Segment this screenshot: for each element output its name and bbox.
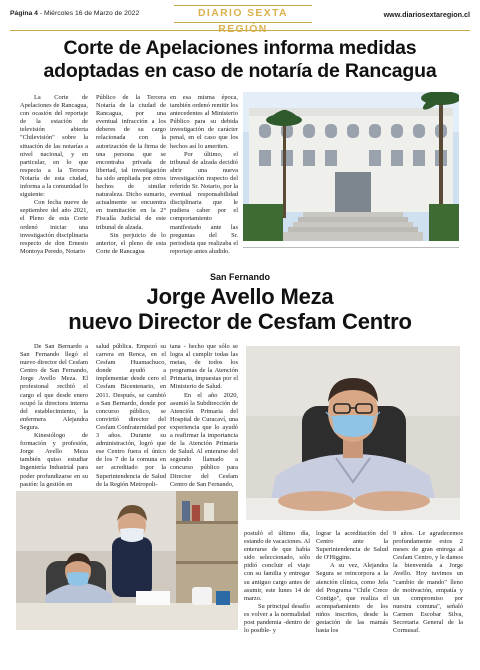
jorge-avello-photo xyxy=(246,346,460,520)
article2-column-2 xyxy=(96,343,166,489)
court-building-photo xyxy=(243,92,459,241)
article2-title-line1: Jorge Avello Meza xyxy=(146,284,334,309)
article2-column-1 xyxy=(20,343,88,489)
paragraph: A su vez, Alejandra Segura se reincorpora a la atención clínica, como Jefa del Programa "Chile Crece Contigo", que realiza el acompañamiento de los niños inscritos, desde la gestación de las mamás hasta los xyxy=(316,562,388,635)
paragraph: lograr la acreditación del Centro ante la Superintendencia de Salud de O'Higgins. xyxy=(316,530,388,562)
article1-headline xyxy=(10,37,470,83)
website-url: www.diariosextaregion.cl xyxy=(383,10,470,19)
article1-column-1 xyxy=(20,94,88,256)
paragraph: postuló el último día, estando de vacaciones. Al enterarse de que había sido seleccionado, sólo pidió concluir el viaje con su familia y entregar su antiguo cargo antes de asumir, este lunes 14 de marzo. xyxy=(244,530,311,602)
paragraph: Por último, el tribunal de alzada decidió abrir una nueva investigación respecto del referido Sr. Notario, por la eventual responsabilidad disciplinaria que le pudiera caber por el comportamiento manifestado ante las preguntas del Sr. periodista que realizaba el reportaje antes aludido. xyxy=(170,150,238,255)
article1-title-line1: Corte de Apelaciones informa medidas xyxy=(63,37,417,59)
paragraph: Su principal desafío es volver a la normalidad post pandemia -dentro de lo posible- y xyxy=(244,602,310,635)
article2-title-line2: nuevo Director de Cesfam Centro xyxy=(68,309,412,334)
article1-column-2 xyxy=(96,94,166,256)
article2-headline xyxy=(10,284,470,334)
paragraph: En el año 2020, asumió la Subdirección de Atención Primaria del Hospital de Curacaví, una experiencia que lo ayudó a reafirmar la importancia de la Atención Primaria de Salud. Al enterarse del segundo llamado a concurso público para Director del Cesfam Centro de San Fernando, xyxy=(170,391,238,488)
section-divider xyxy=(243,247,459,248)
article1-column-3 xyxy=(170,94,238,256)
paragraph: La Corte de Apelaciones de Rancagua, con ocasión del reportaje de la estación de televisión abierta "Chilevisión" sobre la situación de las notarías a nivel nacional, y en particular, en lo que respecta a la Tercera Notaría de esta ciudad, informa a la comunidad lo siguiente: xyxy=(20,94,88,199)
article2-column-6 xyxy=(393,530,463,635)
paragraph: 9 años. Le agradecemos profundamente estos 2 meses de gran entrega al Cesfam Centro, y le damos la bienvenida a Jorge Avello. Hoy tuvimos un "cambio de mando" lleno de motivación, empatía y un compromiso por nuestra comuna", señaló Carmen Escobar Silva, Secretaria General de la Cormusaf. xyxy=(393,530,463,635)
page-number-date xyxy=(10,10,139,17)
office-meeting-photo xyxy=(16,491,238,630)
article2-column-4 xyxy=(244,530,310,635)
court-building-illustration xyxy=(243,92,459,241)
article2-column-3 xyxy=(170,343,238,489)
issue-date: - Miércoles 16 de Marzo de 2022 xyxy=(37,10,140,17)
article2-kicker: San Fernando xyxy=(209,272,270,282)
masthead: DIARIO SEXTA REGIÓN xyxy=(174,5,312,23)
paragraph: Kinesiólogo de formación y profesión, Jorge Avello Meza también quiso estudiar Ingeniería Industrial para poder profundizarse en su pasión: la gestión en xyxy=(20,432,88,488)
paragraph: en esa misma época, también ordenó remitir los antecedentes al Ministerio Público para su debida investigación de carácter penal, en el caso que los hechos así lo ameriten. xyxy=(170,94,238,150)
paragraph: Con fecha nueve de septiembre del año 2021, el Pleno de esta Corte ordenó iniciar una investigación disciplinaria respecto de don Ernesto Montoya Peredo, Notario xyxy=(20,199,88,255)
page-label: Página 4 xyxy=(10,10,38,17)
article1-title-line2: adoptadas en caso de notaría de Rancagua xyxy=(43,60,437,82)
paragraph: salud pública. Empezó su carrera en Renca, en el Cesfam Huamachuco, donde ayudó a implementar desde cero el Cesfam Bicentenario, en 2011. Después, se cambió a San Bernardo, donde por concurso público, se convirtió director del Cesfam Confraternidad por 3 años. Durante su administración, logró que ese Centro fuera el único de los 7 de la comuna en ser acreditado por la Superintendencia de Salud de la Región Metropoli- xyxy=(96,343,166,488)
two-people-at-desk-illustration xyxy=(16,491,238,630)
paragraph: Público de la Tercera Notaría de la ciudad de Rancagua, por una eventual infracción a los deberes de su cargo relacionada con la autorización de la firma de una persona que se encontraba privada de libertad, tal investigación ha sido ampliada por otros hechos de similar naturaleza. Dicho sumario, actualmente se encuentra en tramitación en la 2° Fiscalía Judicial de este tribunal de alzada. xyxy=(96,94,166,231)
paragraph: tana - hecho que sólo se logra al cumplir todas las metas, de todos los programas de la Atención Primaria, impuestas por el Ministerio de Salud. xyxy=(170,343,238,391)
man-with-mask-illustration xyxy=(246,346,460,520)
page-header xyxy=(10,6,470,35)
article2-column-5 xyxy=(316,530,388,635)
paragraph: Sin perjuicio de lo anterior, el pleno de esta Corte de Rancagua xyxy=(96,231,166,255)
paragraph: De San Bernardo a San Fernando llegó el nuevo director del Cesfam Centro de San Fernando, Jorge Avello Meza. El profesional recibió el cargo el que desde enero ocupó la directora interna del establecimiento, la enfermera Alejandra Segura. xyxy=(20,343,88,431)
